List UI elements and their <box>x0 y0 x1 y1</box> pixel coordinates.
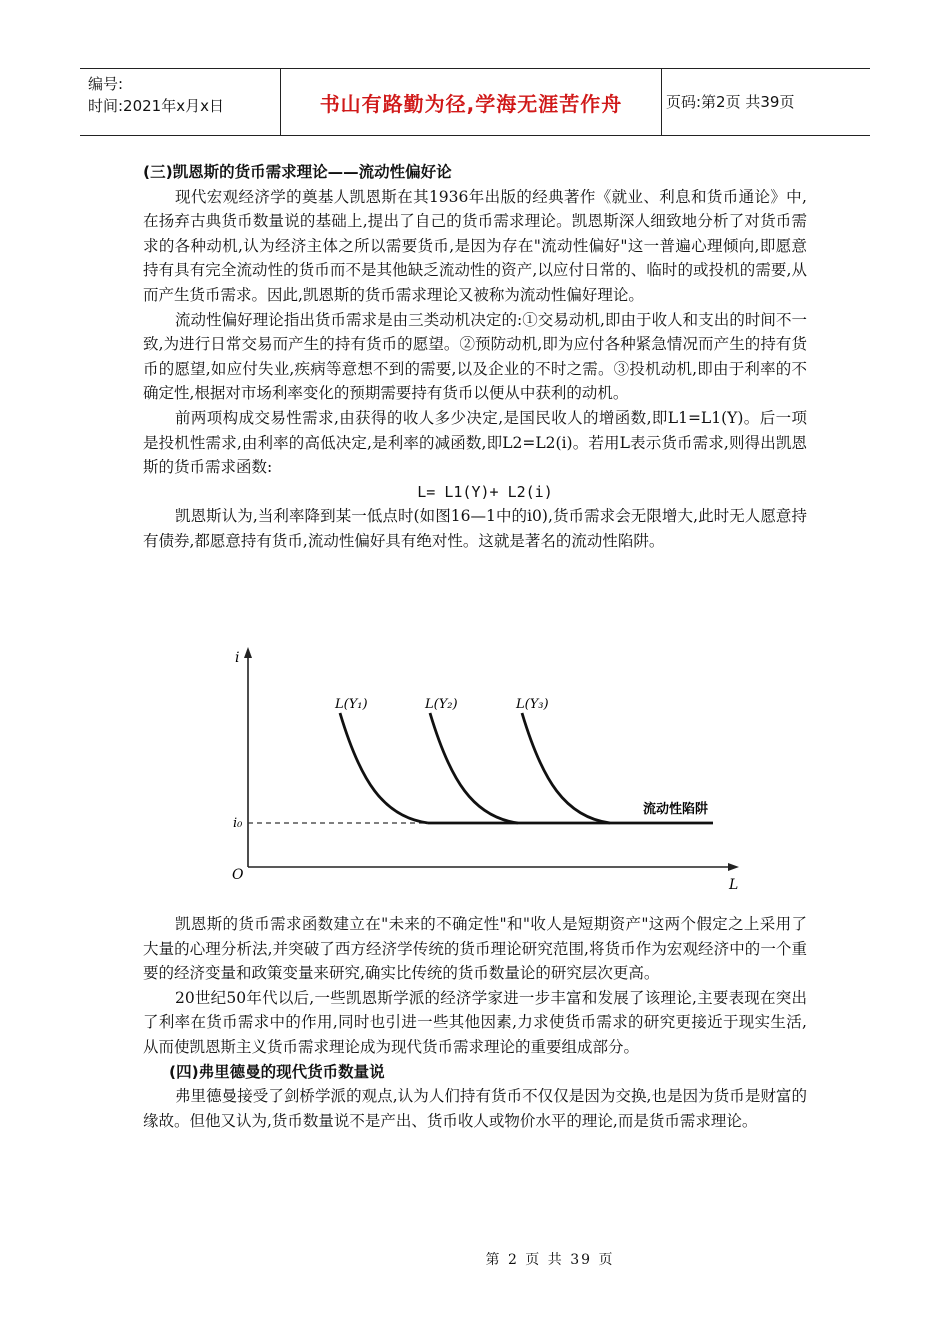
i0-label: i₀ <box>233 816 243 831</box>
page-body <box>143 160 807 554</box>
curve-label-2: L(Y₂) <box>425 697 458 712</box>
liquidity-trap-label: 流动性陷阱 <box>643 802 709 817</box>
section3-paragraph-3: 前两项构成交易性需求,由获得的收人多少决定,是国民收人的增函数,即L1=L1(Y)。后一项是投机性需求,由利率的高低决定,是利率的减函数,即L2=L2(i)。若用L表示货币需求,则得出凯恩斯的货币需求函数: <box>143 408 807 477</box>
origin-label: O <box>232 867 244 883</box>
date-label: 时间:2021年x月x日 <box>88 97 224 115</box>
section3-paragraph-2: 流动性偏好理论指出货币需求是由三类动机决定的:①交易动机,即由于收人和支出的时间不一致,为进行日常交易而产生的持有货币的愿望。②预防动机,即为应付各种紧急情况而产生的持有货币的愿望,如应付失业,疾病等意想不到的需要,以及企业的不时之需。③投机动机,即由于利率的不确定性,根据对市场利率变化的预期需要持有货币以便从中获利的动机。 <box>143 310 807 403</box>
section3-paragraph-4: 凯恩斯认为,当利率降到某一低点时(如图16—1中的i0),货币需求会无限增大,此时无人愿意持有债券,都愿意持有货币,流动性偏好具有绝对性。这就是著名的流动性陷阱。 <box>143 507 807 550</box>
curve-label-1: L(Y₁) <box>335 697 368 712</box>
liquidity-trap-figure <box>225 645 745 895</box>
curve-label-3: L(Y₃) <box>516 697 549 712</box>
page-footer: 第 2 页 共 39 页 <box>485 1252 615 1268</box>
curve-L-Y2 <box>430 713 518 823</box>
page-header <box>80 68 870 136</box>
x-axis-arrow <box>728 863 739 871</box>
header-motto: 书山有路勤为径,学海无涯苦作舟 <box>280 69 662 135</box>
y-axis-arrow <box>244 647 252 658</box>
curve-L-Y1 <box>340 713 428 823</box>
section4-heading: (四)弗里德曼的现代货币数量说 <box>169 1062 385 1081</box>
y-axis-label: i <box>235 650 240 666</box>
curve-L-Y3 <box>522 713 610 823</box>
money-demand-formula: L= L1(Y)+ L2(i) <box>417 482 553 501</box>
x-axis-label: L <box>729 877 739 893</box>
section4-paragraph-1: 弗里德曼接受了剑桥学派的观点,认为人们持有货币不仅仅是因为交换,也是因为货币是财富的缘故。但他又认为,货币数量说不是产出、货币收人或物价水平的理论,而是货币需求理论。 <box>143 1087 807 1130</box>
section3-heading: (三)凯恩斯的货币需求理论——流动性偏好论 <box>143 163 452 181</box>
paragraph-6: 20世纪50年代以后,一些凯恩斯学派的经济学家进一步丰富和发展了该理论,主要表现在突出了利率在货币需求中的作用,同时也引进一些其他因素,力求使货币需求的研究更接近于现实生活,从而使凯恩斯主义货币需求理论成为现代货币需求理论的重要组成部分。 <box>143 988 807 1056</box>
header-meta <box>88 73 224 117</box>
paragraph-5: 凯恩斯的货币需求函数建立在"未来的不确定性"和"收人是短期资产"这两个假定之上采用了大量的心理分析法,并突破了西方经济学传统的货币理论研究范围,将货币作为宏观经济中的一个重要的经济变量和政策变量来研究,确实比传统的货币数量论的研究层次更高。 <box>143 915 807 983</box>
header-page-label: 页码:第2页 共39页 <box>666 93 795 111</box>
page-body-continued <box>143 912 807 1133</box>
section3-paragraph-1: 现代宏观经济学的奠基人凯恩斯在其1936年出版的经典著作《就业、利息和货币通论》中,在扬弃古典货币数量说的基础上,提出了自己的货币需求理论。凯恩斯深人细致地分析了对货币需求的各种动机,认为经济主体之所以需要货币,是因为存在"流动性偏好"这一普遍心理倾向,即愿意持有具有完全流动性的货币而不是其他缺乏流动性的资产,以应付日常的、临时的或投机的需要,从而产生货币需求。因此,凯恩斯的货币需求理论又被称为流动性偏好理论。 <box>143 187 807 304</box>
number-label: 编号: <box>88 75 124 93</box>
